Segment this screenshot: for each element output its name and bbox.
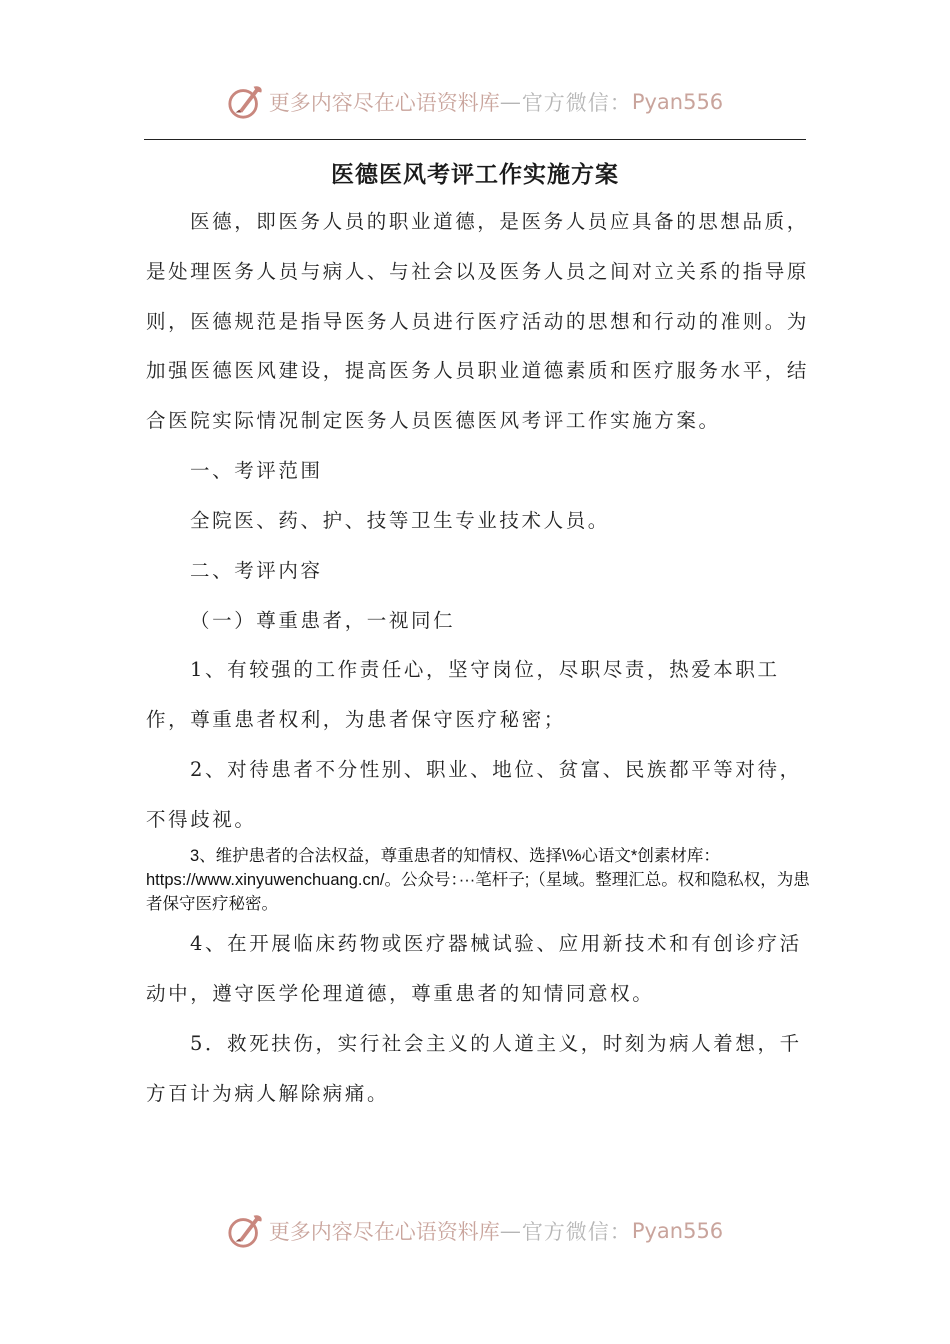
section-heading-scope: 一、考评范围 bbox=[190, 459, 323, 482]
watermark-wechat-label: 官方微信： bbox=[521, 1220, 632, 1244]
header-watermark bbox=[0, 82, 950, 122]
watermark-wechat-label: 官方微信： bbox=[521, 91, 632, 115]
watermark-dash: — bbox=[499, 90, 522, 114]
watermark-wechat-id: Pyan556 bbox=[631, 90, 724, 114]
watermark-site-name: 更多内容尽在心语资料库 bbox=[268, 91, 500, 115]
quill-logo-icon bbox=[227, 83, 265, 121]
quill-logo-icon bbox=[227, 1212, 265, 1250]
header-divider bbox=[144, 139, 806, 140]
watermark-wechat-id: Pyan556 bbox=[631, 1219, 724, 1243]
document-title: 医德医风考评工作实施方案 bbox=[331, 161, 619, 188]
intro-paragraph: 医德，即医务人员的职业道德，是医务人员应具备的思想品质，是处理医务人员与病人、与社会以及医务人员之间对立关系的指导原则，医德规范是指导医务人员进行医疗活动的思想和行动的准则。为加强医德医风建设，提高医务人员职业道德素质和医疗服务水平，结合医院实际情况制定医务人员医德医风考评工作实施方案。 bbox=[146, 210, 810, 433]
item-3-paragraph: 3、维护患者的合法权益，尊重患者的知情权、选择\%心语文*创素材库：https://www.xinyuwenchuang.cn/。公众号：···笔杆子;（星域。整理汇总。权和隐私权，为患者保守医疗秘密。 bbox=[146, 847, 810, 913]
scope-paragraph: 全院医、药、护、技等卫生专业技术人员。 bbox=[190, 509, 610, 532]
section-heading-content: 二、考评内容 bbox=[190, 559, 323, 582]
item-5-paragraph: 5．救死扶伤，实行社会主义的人道主义，时刻为病人着想，千方百计为病人解除病痛。 bbox=[146, 1032, 802, 1105]
item-1-paragraph: 1、有较强的工作责任心，坚守岗位，尽职尽责，热爱本职工作，尊重患者权利，为患者保守医疗秘密； bbox=[146, 658, 780, 731]
item-2-paragraph: 2、对待患者不分性别、职业、地位、贫富、民族都平等对待，不得歧视。 bbox=[146, 758, 802, 831]
footer-watermark bbox=[0, 1211, 950, 1251]
watermark-dash: — bbox=[499, 1219, 522, 1243]
subsection-heading-respect: （一）尊重患者，一视同仁 bbox=[190, 609, 456, 632]
watermark-site-name: 更多内容尽在心语资料库 bbox=[268, 1220, 500, 1244]
item-4-paragraph: 4、在开展临床药物或医疗器械试验、应用新技术和有创诊疗活动中，遵守医学伦理道德，尊重患者的知情同意权。 bbox=[146, 932, 802, 1005]
